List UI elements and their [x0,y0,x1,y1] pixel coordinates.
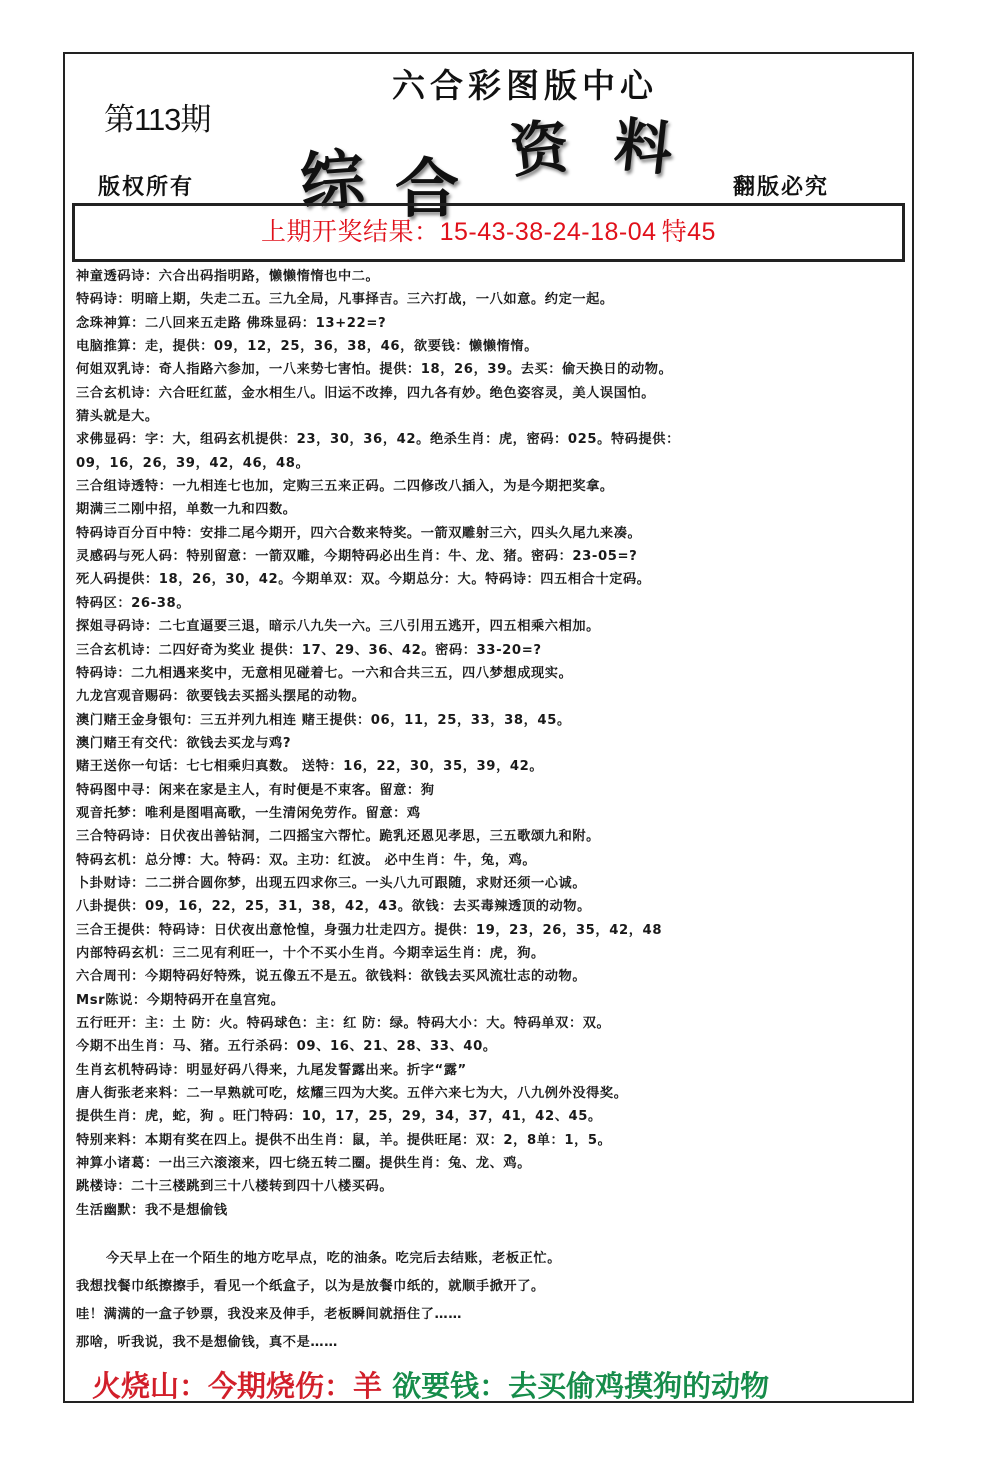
story-line: 哇！满满的一盒子钞票，我没来及伸手，老板瞬间就捂住了…… [76,1307,463,1322]
last-result-numbers: 15-43-38-24-18-04 [439,218,657,246]
entry-label: 念珠神算： [76,315,145,331]
entry-text: 虎，蛇，狗 。旺门特码：10，17，25，29，34，37，41，42、45。 [144,1109,602,1125]
entry-label: 何姐双乳诗： [76,362,159,378]
entry-line [76,1059,911,1082]
entry-text: 唯利是图唱高歌，一生清闲免劳作。留意：鸡 [144,805,421,821]
copyright-notice: 版权所有 [98,174,195,200]
entry-line [76,335,911,358]
entry-label: 生活幽默： [76,1202,145,1218]
entry-text: 26-38。 [131,595,191,611]
entry-text: 明显好码八得来，九尾发誓露出来。折字“露” [186,1062,467,1078]
piracy-notice: 翻版必究 [733,174,830,200]
entry-label: Msr陈说： [76,992,147,1008]
entry-label: 特码诗百分百中特： [76,525,201,541]
entry-line [76,382,911,405]
entry-text: 闲来在家是主人，有时便是不束客。留意：狗 [158,782,435,798]
entry-label: 特码诗： [76,665,132,681]
entry-label: 八卦提供： [76,899,145,915]
brand-char-3: 资 [507,112,572,186]
entry-label: 特码玄机： [76,852,145,868]
entry-line [76,825,911,848]
entry-line [76,1012,911,1035]
last-result-special: 特45 [661,218,716,246]
story-line: 那啥，听我说，我不是想偷钱，真不是…… [76,1335,338,1350]
entry-label: 特别来料： [76,1132,145,1148]
entry-text: 二七直逼要三退，暗示八九失一六。三八引用五逃开，四五相乘六相加。 [158,619,600,635]
entry-text: 09，16，26，39，42，46，48。 [76,455,310,471]
entry-label: 内部特码玄机： [76,945,173,961]
story-line: 今天早上在一个陌生的地方吃早点，吃的油条。吃完后去结账，老板正忙。 [106,1251,561,1266]
entry-text: 本期有奖在四上。提供不出生肖：鼠，羊。提供旺尾：双：2，8单：1，5。 [144,1132,612,1148]
entry-text: 我不是想偷钱 [144,1202,228,1218]
entry-label: 三合特码诗： [76,829,159,845]
entry-line [76,942,911,965]
entry-text: 三二见有利旺一，十个不买小生肖。今期幸运生肖：虎，狗。 [172,945,545,961]
entry-line [76,358,911,381]
entry-text: 总分博：大。特码：双。主功：红波。 必中生肖：牛，兔，鸡。 [144,852,537,868]
entry-text: 特码诗：日伏夜出意怆惶，身强力壮走四方。提供：19，23，26，35，42，48 [158,922,663,938]
entry-text: 二二拼合圆你梦，出现五四求你三。一头八九可跟随，求财还须一心诚。 [144,875,587,891]
entry-label: 六合周刊： [76,969,145,985]
entry-label: 探姐寻码诗： [76,619,159,635]
entry-label: 三合组诗透特： [76,479,173,495]
entry-label: 五行旺开： [76,1016,145,1031]
entry-text: 奇人指路六参加，一八来势七害怕。提供：18，26，39。去买：偷天换日的动物。 [158,362,673,378]
footer-banner [92,1364,769,1405]
last-result-box [72,203,905,262]
entry-line [76,265,911,288]
entry-line [76,1035,911,1058]
entry-text: 三五并列九相连 赌王提供：06，11，25，33，38，45。 [200,712,571,728]
entry-line [76,475,911,498]
entry-line [76,1152,911,1175]
entry-label: 三合玄机诗： [76,642,159,658]
entry-text: 六合旺红蓝，金水相生八。旧运不改捧，四九各有妙。绝色姿容灵，美人误国怕。 [158,385,656,401]
entry-label: 跳楼诗： [76,1179,132,1195]
entry-line [76,919,911,942]
entry-text: 今期特码好特殊，说五像五不是五。欲钱料：欲钱去买风流壮志的动物。 [144,969,587,985]
entry-line [76,755,911,778]
entry-text: 特别留意：一箭双雕，今期特码必出生肖：牛、龙、猪。密码：23-05=? [186,549,638,565]
entry-text: 二八回来五走路 佛珠显码：13+22=? [144,315,387,331]
entry-line [76,592,911,615]
brand-char-4: 料 [611,110,676,184]
entry-line [76,568,911,591]
center-title: 六合彩图版中心 [392,66,658,105]
entry-text: 二九相遇来奖中，无意相见碰着七。一六和合共三五，四八梦想成现实。 [131,665,573,681]
entry-line [76,545,911,568]
entry-line [76,662,911,685]
entry-text: 主：土 防：火。特码球色：主：红 防：绿。特码大小：大。特码单双：双。 [144,1016,611,1031]
entry-text: 马、猪。五行杀码：09、16、21、28、33、40。 [172,1039,497,1055]
last-result-label: 上期开奖结果： [261,218,440,246]
entry-line [76,895,911,918]
entry-line [76,872,911,895]
entry-label: 三合玄机诗： [76,385,159,401]
entry-line [76,522,911,545]
entry-line [76,498,911,521]
entry-line [76,732,911,755]
entry-line [76,709,911,732]
entry-text: 走，提供：09，12，25，36，38，46，欲要钱：懒懒惰惰。 [144,339,538,355]
entry-text: 欲钱去买龙与鸡? [186,735,292,751]
entry-line [76,639,911,662]
entry-label: 观音托梦： [76,805,145,821]
brand-char-1: 综 [297,141,367,222]
entry-label: 提供生肖： [76,1109,145,1125]
entry-line [76,288,911,311]
entry-text: 日伏夜出善钻洞，二四摇宝六帮忙。跪乳还恩见孝思，三五歌颂九和附。 [158,829,600,845]
entry-text: 六合出码指明路，懒懒惰惰也中二。 [158,269,380,284]
entry-text: 二四好奇为奖业 提供：17、29、36、42。密码：33-20=? [158,642,542,658]
entry-label: 求佛显码： [76,432,145,448]
entry-line [76,685,911,708]
story-line: 我想找餐巾纸擦擦手，看见一个纸盒子，以为是放餐巾纸的，就顺手掀开了。 [76,1279,545,1294]
entry-text: 字：大，组码玄机提供：23，30，36，42。绝杀生肖：虎，密码：025。特码提供： [144,432,680,448]
entry-line [76,989,911,1012]
entry-label: 神算小诸葛： [76,1156,159,1172]
entry-label: 今期不出生肖： [76,1039,173,1055]
entry-text: 二十三楼跳到三十八楼转到四十八楼买码。 [131,1179,394,1195]
entry-label: 特码图中寻： [76,782,159,798]
entry-line [76,452,911,475]
entry-label: 赌王送你一句话： [76,759,187,775]
entry-label: 特码诗： [76,292,132,308]
entry-text: 一九相连七也加，定购三五来正码。二四修改八插入，为是今期把奖拿。 [172,479,614,495]
entry-label: 澳门赌王有交代： [76,735,187,751]
entry-label: 电脑推算： [76,339,145,355]
entry-text: 二一早熟就可吃，炫耀三四为大奖。五伴六来七为大，八九例外没得奖。 [186,1086,628,1102]
entry-text: 18，26，30，42。今期单双：双。今期总分：大。特码诗：四五相合十定码。 [158,572,651,588]
entry-line [76,1105,911,1128]
entry-line [76,1175,911,1198]
entry-line [76,1082,911,1105]
entry-text: 七七相乘归真数。 送特：16，22，30，35，39，42。 [186,759,544,775]
entry-text: 明暗上期，失走二五。三九全局，凡事择吉。三六打战，一八如意。约定一起。 [131,292,614,308]
entry-label: 三合王提供： [76,922,159,938]
entry-text: 一出三六滚滚来，四七绕五转二圈。提供生肖：兔、龙、鸡。 [158,1156,531,1172]
entry-line [76,1129,911,1152]
brand-char-2: 合 [395,152,459,227]
issue-number: 第113期 [104,102,211,137]
humor-story [76,1245,911,1357]
entry-label: 澳门赌王金身银句： [76,712,201,728]
footer-fire-mountain: 火烧山：今期烧伤：羊 [92,1369,383,1403]
entry-label: 死人码提供： [76,572,159,588]
entry-line [76,1199,911,1222]
entry-label: 特码区： [76,595,132,611]
entry-label: 九龙宫观音赐码： [76,689,187,705]
entry-line [76,965,911,988]
entry-line [76,849,911,872]
entry-text: 09，16，22，25，31，38，42，43。欲钱：去买毒辣透顶的动物。 [144,899,591,915]
entry-text: 今期特码开在皇宫宛。 [146,992,285,1008]
entry-label: 卜卦财诗： [76,875,145,891]
entry-label: 生肖玄机特码诗： [76,1062,187,1078]
entry-label: 唐人街张老来料： [76,1086,187,1102]
entry-line [76,615,911,638]
entry-text: 期满三二刚中招，单数一九和四数。 [76,502,297,518]
entry-text: 欲要钱去买摇头摆尾的动物。 [186,689,366,705]
entry-line [76,312,911,335]
entry-line [76,405,911,428]
footer-money-hint: 欲要钱：去买偷鸡摸狗的动物 [392,1369,770,1403]
entry-text: 安排二尾今期开，四六合数来特奖。一箭双雕射三六，四头久尾九来凑。 [200,525,642,541]
entry-line [76,802,911,825]
entry-line [76,428,911,451]
entry-label: 神童透码诗： [76,269,159,284]
entry-line [76,779,911,802]
entry-text: 猜头就是大。 [76,409,159,425]
entry-label: 灵感码与死人码： [76,549,187,565]
entries-list [76,265,911,1222]
